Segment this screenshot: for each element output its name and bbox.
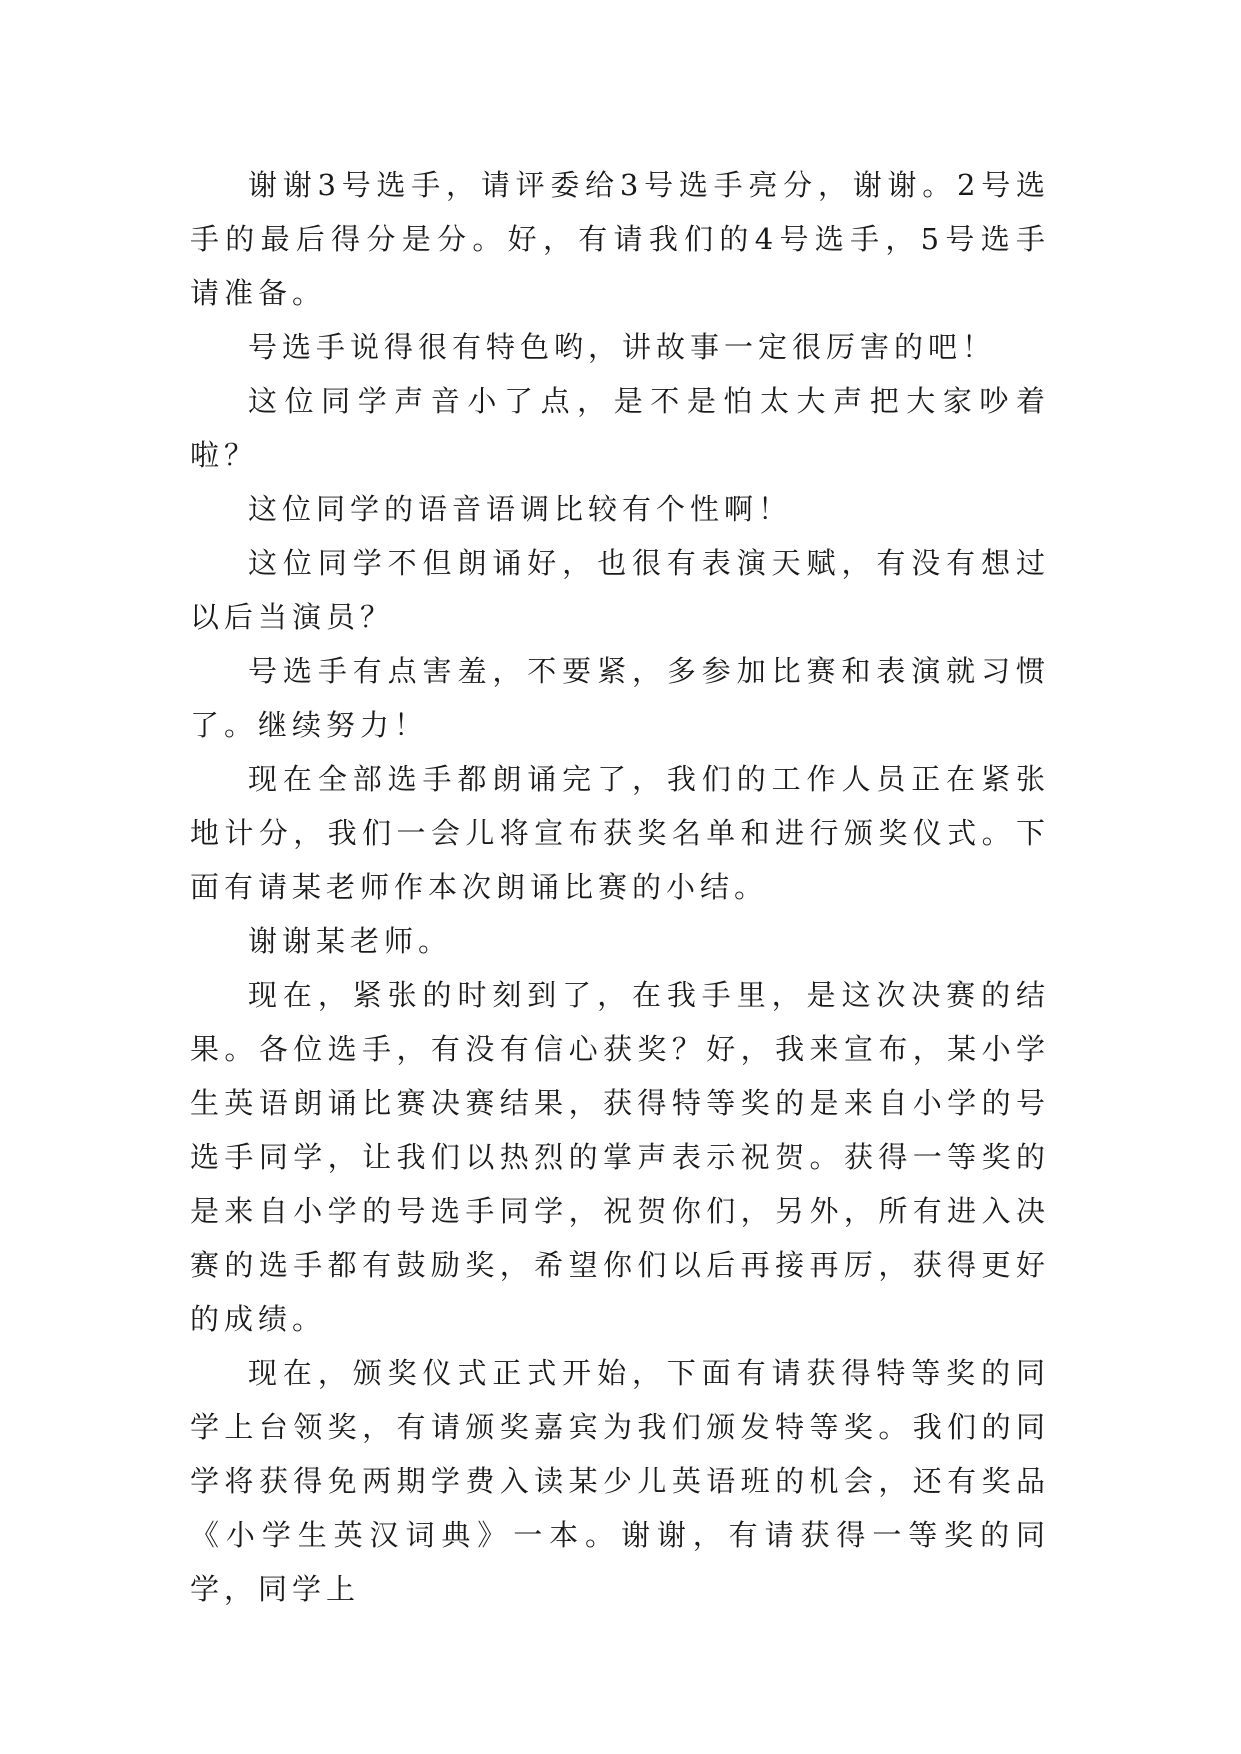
paragraph: 现在全部选手都朗诵完了，我们的工作人员正在紧张地计分，我们一会儿将宣布获奖名单和进行颁奖仪式。下面有请某老师作本次朗诵比赛的小结。 [190, 762, 1050, 904]
paragraph: 号选手有点害羞，不要紧，多参加比赛和表演就习惯了。继续努力！ [190, 654, 1050, 742]
paragraph: 现在，颁奖仪式正式开始，下面有请获得特等奖的同学上台领奖，有请颁奖嘉宾为我们颁发特等奖。我们的同学将获得免两期学费入读某少儿英语班的机会，还有奖品《小学生英汉词典》一本。谢谢，有请获得一等奖的同学，同学上 [190, 1356, 1050, 1606]
paragraph: 现在，紧张的时刻到了，在我手里，是这次决赛的结果。各位选手，有没有信心获奖？好，我来宣布，某小学生英语朗诵比赛决赛结果，获得特等奖的是来自小学的号选手同学，让我们以热烈的掌声表示祝贺。获得一等奖的是来自小学的号选手同学，祝贺你们，另外，所有进入决赛的选手都有鼓励奖，希望你们以后再接再厉，获得更好的成绩。 [190, 978, 1050, 1336]
paragraph: 号选手说得很有特色哟，讲故事一定很厉害的吧！ [248, 330, 997, 364]
paragraph: 这位同学的语音语调比较有个性啊！ [248, 492, 793, 526]
document-body [190, 158, 1050, 1616]
paragraph: 谢谢某老师。 [248, 924, 453, 958]
paragraph: 谢谢3号选手，请评委给3号选手亮分，谢谢。2号选手的最后得分是分。好，有请我们的4号选手，5号选手请准备。 [190, 168, 1050, 310]
paragraph: 这位同学不但朗诵好，也很有表演天赋，有没有想过以后当演员？ [190, 546, 1050, 634]
paragraph: 这位同学声音小了点，是不是怕太大声把大家吵着啦？ [190, 384, 1050, 472]
